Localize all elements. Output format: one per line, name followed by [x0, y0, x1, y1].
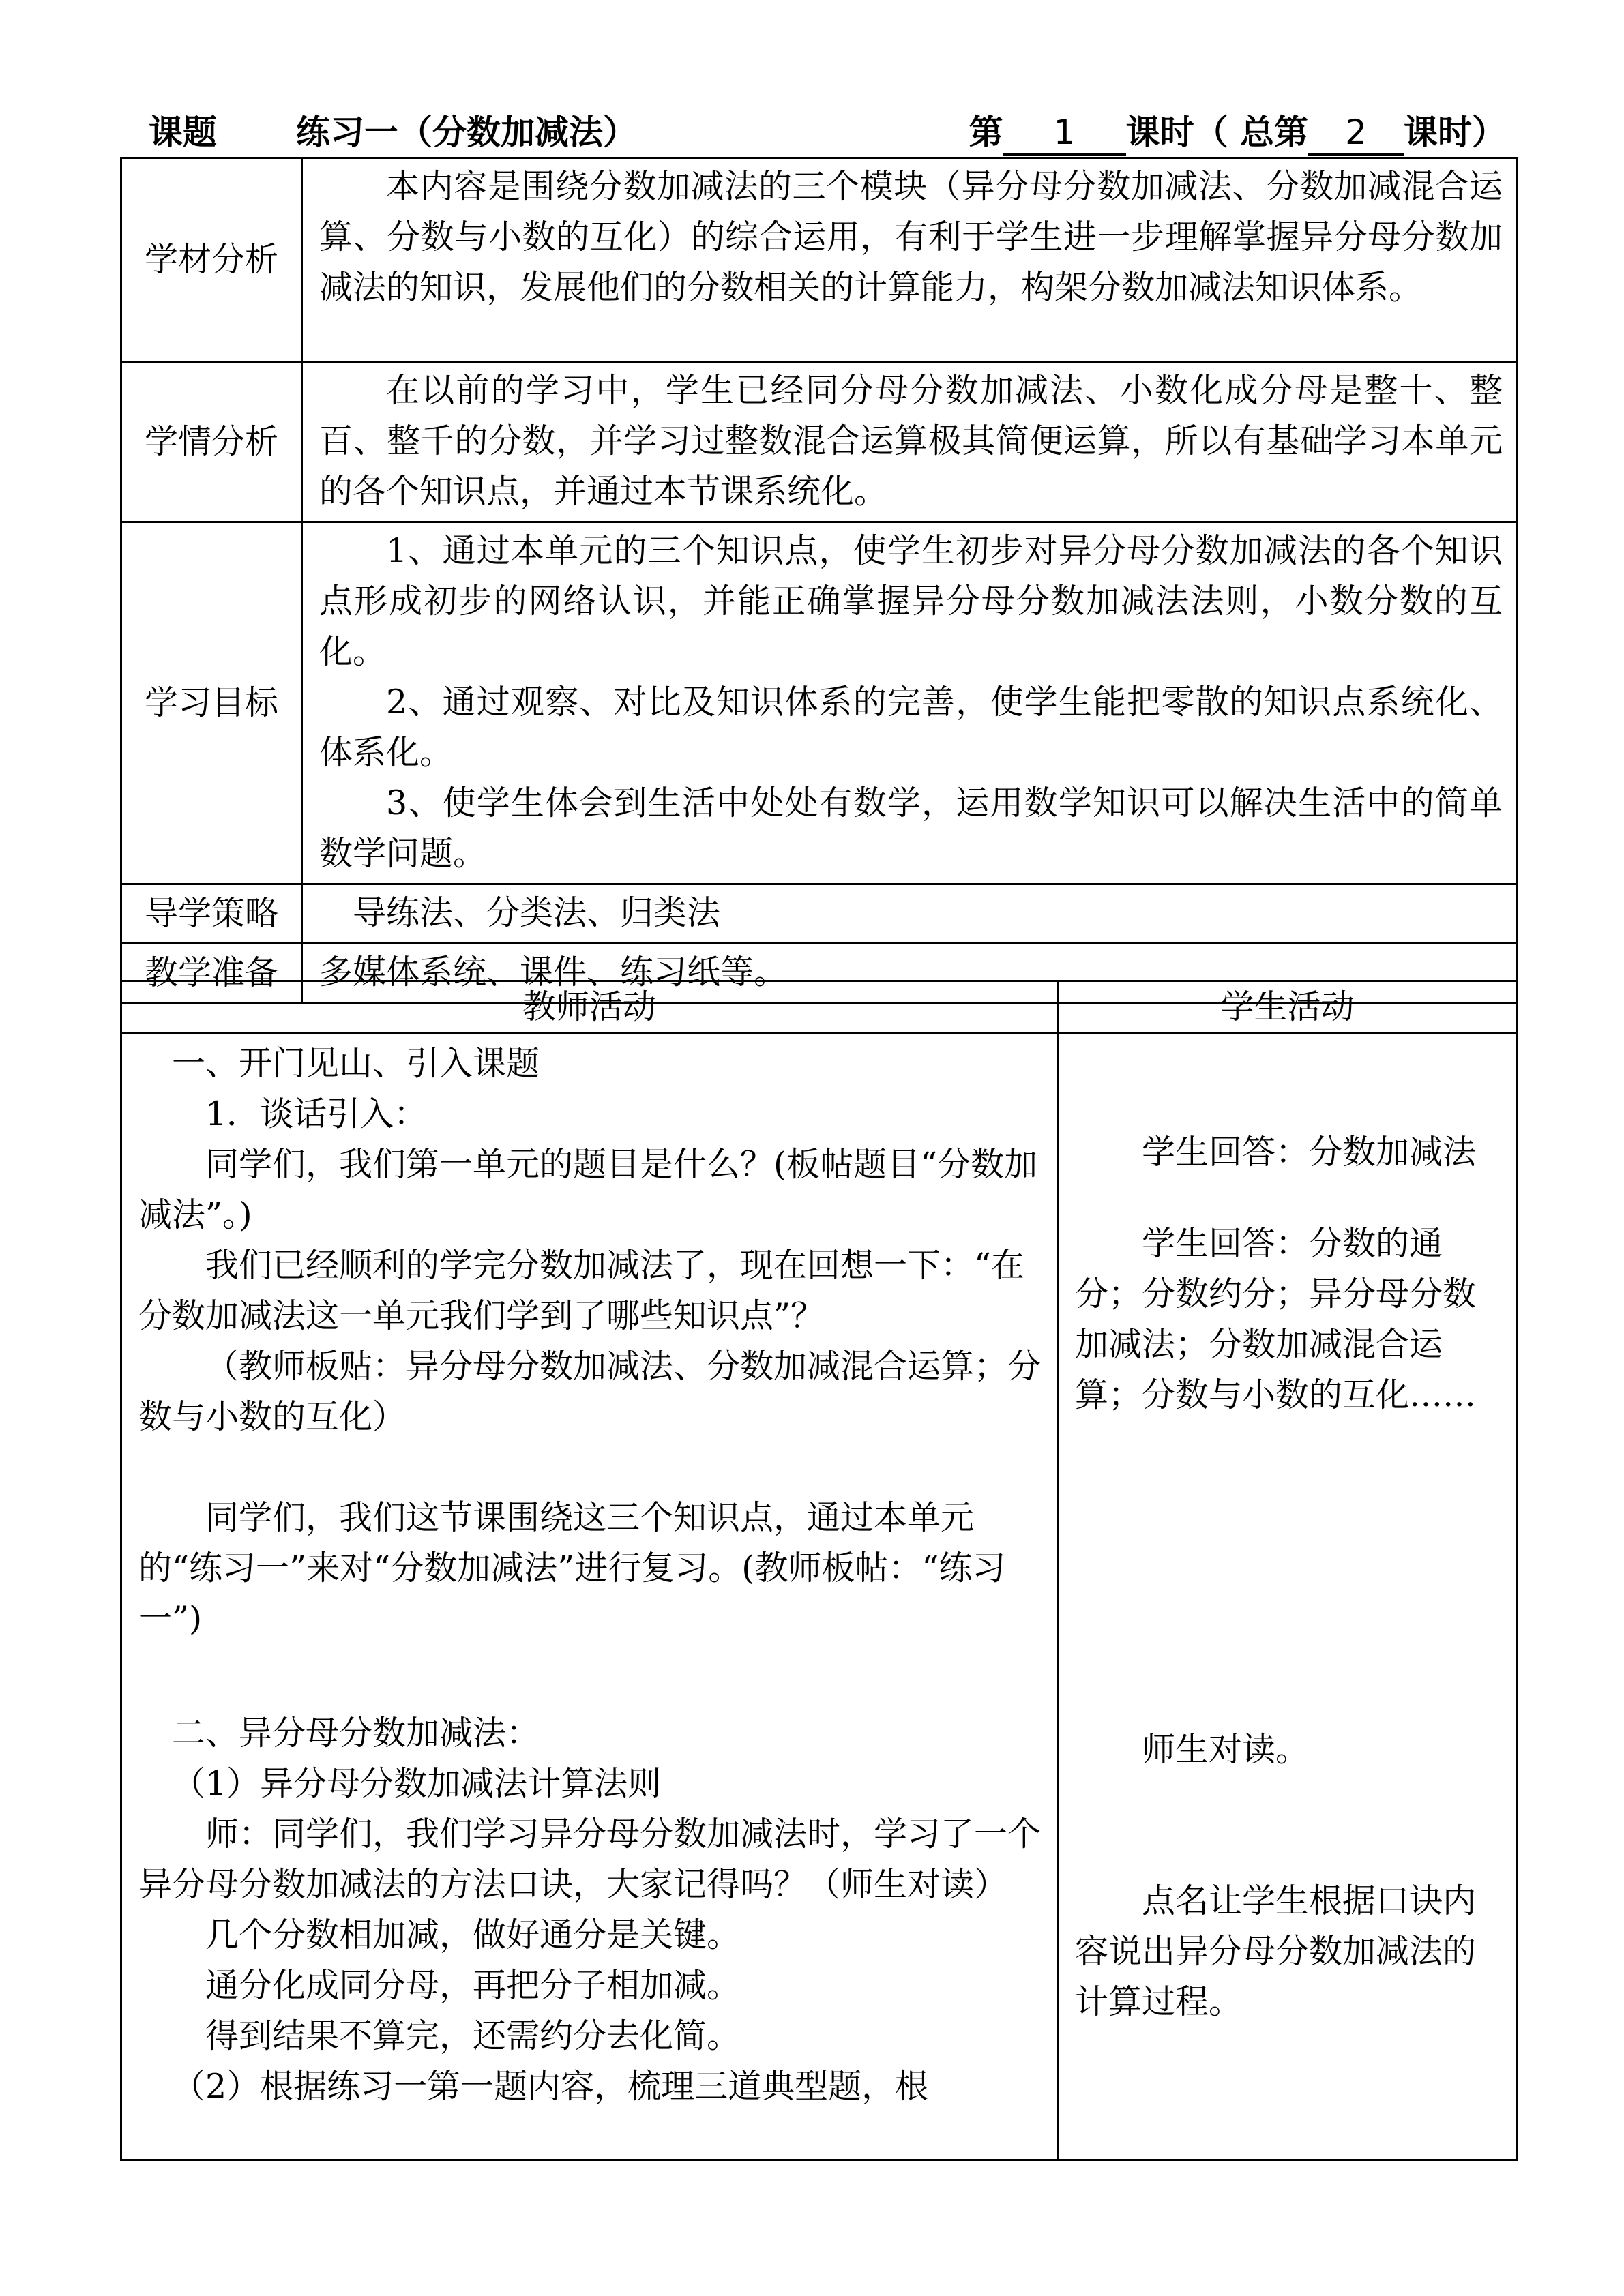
activity-text: 同学们，我们这节课围绕这三个知识点，通过本单元的“练习一”来对“分数加减法”进行复习。(教师板帖：“练习一”): [138, 1498, 1006, 1638]
rule-line: 通分化成同分母，再把分子相加减。: [205, 1966, 741, 2005]
spacer: [138, 1644, 1044, 1695]
section-heading: 一、开门见山、引入课题: [172, 1044, 540, 1083]
row-content: 导练法、分类法、归类法: [302, 884, 1518, 944]
lesson-mid: 课时（ 总第: [1125, 113, 1308, 152]
lesson-count: [969, 106, 1506, 159]
row-label: 学习目标: [121, 522, 302, 884]
student-activity: [1058, 1034, 1518, 2160]
activity-text: 同学们，我们第一单元的题目是什么？(板帖题目“分数加减法”。): [138, 1145, 1038, 1234]
student-response: 师生对读。: [1142, 1730, 1310, 1769]
goal-item: 3、使学生体会到生活中处处有数学，运用数学知识可以解决生活中的简单数学问题。: [319, 784, 1503, 873]
rule-line: 得到结果不算完，还需约分去化简。: [205, 2016, 741, 2055]
teacher-activity-header: 教师活动: [121, 981, 1058, 1034]
row-label: 导学策略: [121, 884, 302, 944]
activity-body-row: [121, 1034, 1518, 2160]
row-content: 多媒体系统、课件、练习纸等。: [302, 944, 1518, 1003]
activity-text: 师：同学们，我们学习异分母分数加减法时，学习了一个异分母分数加减法的方法口诀，大家记得吗？（师生对读）: [138, 1815, 1042, 1904]
goal-item: 1、通过本单元的三个知识点，使学生初步对异分母分数加减法的各个知识点形成初步的网络认识，并能正确掌握异分母分数加减法法则，小数分数的互化。: [319, 531, 1503, 671]
lesson-suffix: 课时）: [1404, 113, 1506, 152]
topic-label: 课题: [149, 113, 217, 152]
info-row-strategy: [121, 884, 1518, 944]
lesson-prefix: 第: [969, 113, 1003, 152]
row-content: 本内容是围绕分数加减法的三个模块（异分母分数加减法、分数加减混合运算、分数与小数的互化）的综合运用，有利于学生进一步理解掌握异分母分数加减法的知识，发展他们的分数相关的计算能力，构架分数加减法知识体系。: [302, 158, 1518, 362]
activity-step: 1．谈话引入：: [205, 1094, 428, 1133]
row-content: [302, 522, 1518, 884]
info-row-goals: [121, 522, 1518, 884]
activity-step: （2）根据练习一第一题内容，梳理三道典型题，根: [172, 2067, 929, 2106]
student-response: 学生回答：分数加减法: [1142, 1133, 1477, 1172]
info-row-students: [121, 362, 1518, 522]
row-label: 学情分析: [121, 362, 302, 522]
lesson-info-table: [120, 157, 1518, 1004]
total-lesson-number: 2: [1308, 111, 1404, 156]
row-label: 学材分析: [121, 158, 302, 362]
rule-line: 几个分数相加减，做好通分是关键。: [205, 1915, 741, 1954]
activity-table: [120, 980, 1518, 2161]
student-activity-header: 学生活动: [1058, 981, 1518, 1034]
activity-step: （1）异分母分数加减法计算法则: [172, 1764, 662, 1803]
row-content: 在以前的学习中，学生已经同分母分数加减法、小数化成分母是整十、整百、整千的分数，并学习过整数混合运算极其简便运算，所以有基础学习本单元的各个知识点，并通过本节课系统化。: [302, 362, 1518, 522]
activity-text: （教师板贴：异分母分数加减法、分数加减混合运算；分数与小数的互化）: [138, 1347, 1042, 1436]
spacer: [138, 1442, 1044, 1493]
row-label: 教学准备: [121, 944, 302, 1003]
activity-text: 我们已经顺利的学完分数加减法了，现在回想一下：“在分数加减法这一单元我们学到了哪些知识点”？: [138, 1246, 1025, 1335]
lesson-number: 1: [1003, 111, 1126, 156]
teacher-activity: [121, 1034, 1058, 2160]
info-row-material: [121, 158, 1518, 362]
lesson-header: [149, 106, 1506, 159]
section-heading: 二、异分母分数加减法：: [172, 1714, 540, 1753]
activity-header-row: [121, 981, 1518, 1034]
student-response: 点名让学生根据口诀内容说出异分母分数加减法的计算过程。: [1075, 1881, 1477, 2021]
student-response: 学生回答：分数的通分；分数约分；异分母分数加减法；分数加减混合运算；分数与小数的互化……: [1075, 1224, 1477, 1414]
topic-title: 练习一（分数加减法）: [296, 113, 637, 152]
goal-item: 2、通过观察、对比及知识体系的完善，使学生能把零散的知识点系统化、体系化。: [319, 683, 1503, 772]
